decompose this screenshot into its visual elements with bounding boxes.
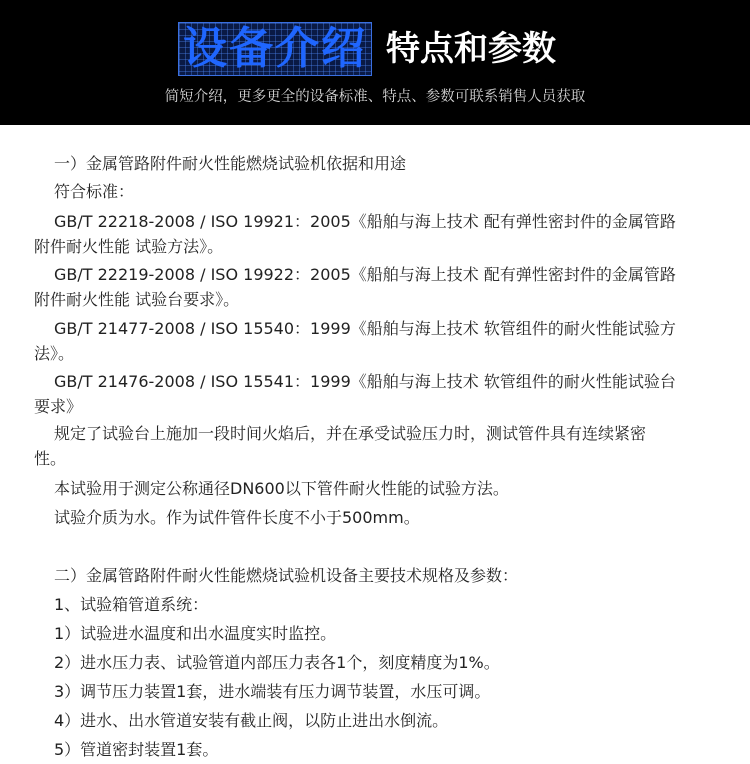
section1-heading: 一）金属管路附件耐火性能燃烧试验机依据和用途 bbox=[54, 154, 407, 173]
standard-2-line-2: 附件耐火性能 试验台要求》。 bbox=[34, 290, 240, 309]
paragraph-1-line-2: 性。 bbox=[34, 449, 67, 468]
standards-label: 符合标准： bbox=[54, 182, 135, 201]
paragraph-3: 试验介质为水。作为试件管件长度不小于500mm。 bbox=[54, 508, 420, 527]
list-item: 3）调节压力装置1套，进水端装有压力调节装置，水压可调。 bbox=[54, 682, 491, 701]
standard-3-line-1: GB/T 21477-2008 / ISO 15540：1999《船舶与海上技术 软管组件的耐火性能试验方 bbox=[54, 319, 676, 338]
standard-1-line-2: 附件耐火性能 试验方法》。 bbox=[34, 237, 224, 256]
header-banner bbox=[0, 0, 750, 125]
section2-subheading: 1、试验箱管道系统： bbox=[54, 595, 209, 614]
list-item: 4）进水、出水管道安装有截止阀，以防止进出水倒流。 bbox=[54, 711, 449, 730]
paragraph-1-line-1: 规定了试验台上施加一段时间火焰后，并在承受试验压力时，测试管件具有连续紧密 bbox=[54, 424, 647, 443]
title-badge bbox=[178, 22, 372, 76]
title-rest: 特点和参数 bbox=[386, 29, 556, 69]
list-item: 5）管道密封装置1套。 bbox=[54, 740, 219, 759]
subtitle: 简短介绍，更多更全的设备标准、特点、参数可联系销售人员获取 bbox=[164, 89, 586, 105]
standard-2-line-1: GB/T 22219-2008 / ISO 19922：2005《船舶与海上技术 配有弹性密封件的金属管路 bbox=[54, 265, 676, 284]
list-item: 1）试验进水温度和出水温度实时监控。 bbox=[54, 624, 337, 643]
list-item: 2）进水压力表、试验管道内部压力表各1个，刻度精度为1%。 bbox=[54, 653, 500, 672]
standard-1-line-1: GB/T 22218-2008 / ISO 19921：2005《船舶与海上技术 配有弹性密封件的金属管路 bbox=[54, 212, 676, 231]
standard-4-line-1: GB/T 21476-2008 / ISO 15541：1999《船舶与海上技术 软管组件的耐火性能试验台 bbox=[54, 372, 676, 391]
standard-4-line-2: 要求》 bbox=[34, 397, 83, 416]
paragraph-2: 本试验用于测定公称通径DN600以下管件耐火性能的试验方法。 bbox=[54, 479, 509, 498]
section2-heading: 二）金属管路附件耐火性能燃烧试验机设备主要技术规格及参数： bbox=[54, 566, 519, 585]
page-title bbox=[178, 22, 556, 76]
standard-3-line-2: 法》。 bbox=[34, 344, 75, 363]
title-badge-text: 设备介绍 bbox=[183, 23, 367, 74]
